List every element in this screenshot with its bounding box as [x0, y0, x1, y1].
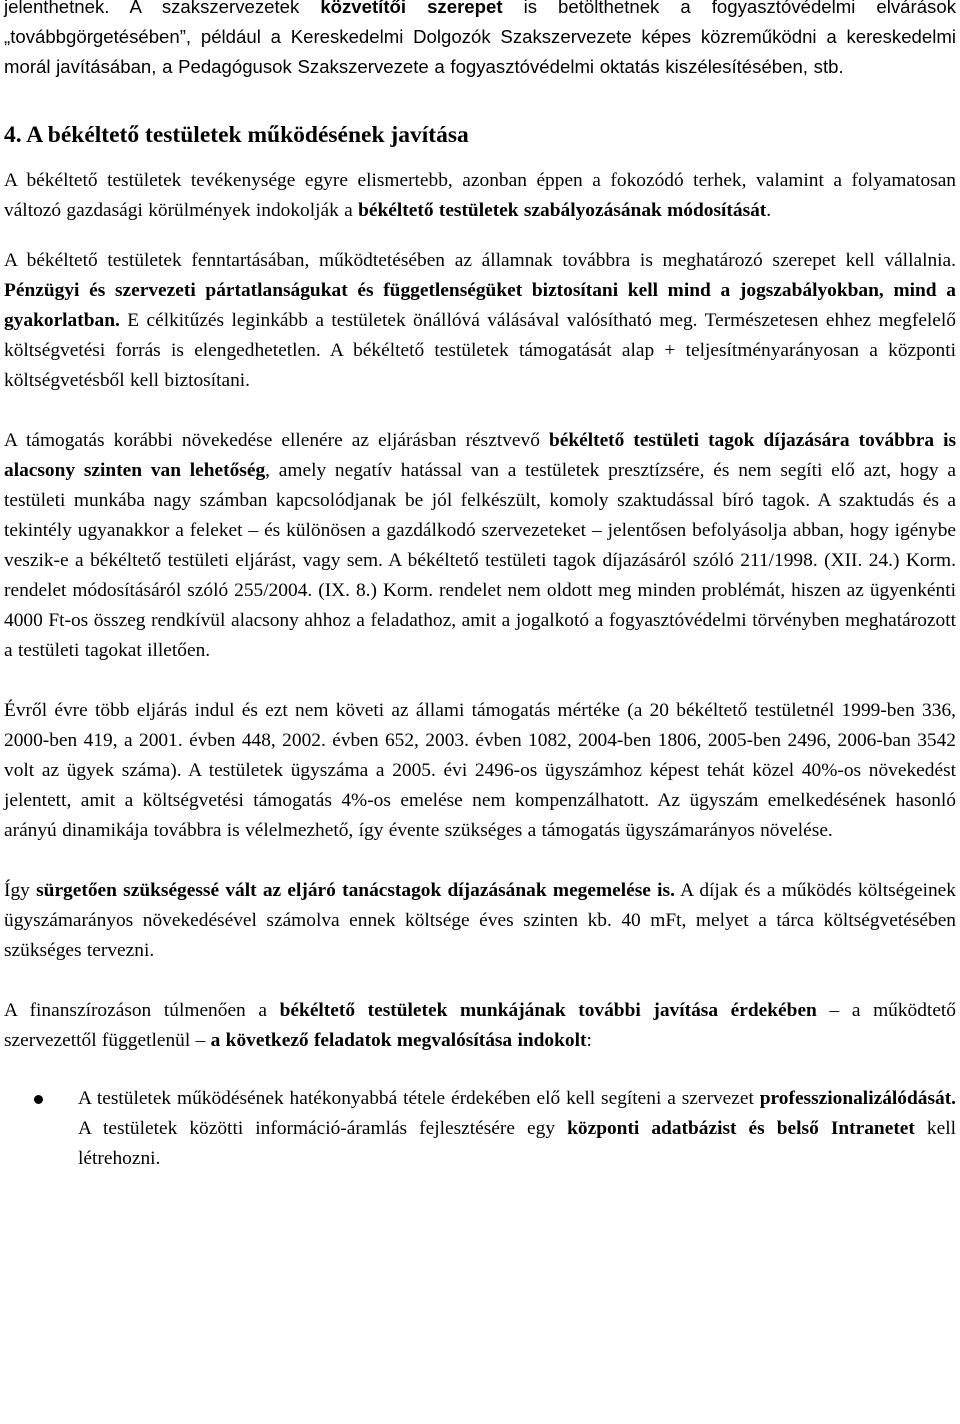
text: E célkitűzés leginkább a testületek önállóvá válásával valósítható meg. Természetesen ehhez megfelelő költségvetési forrás is elengedhetetlen. A békéltető testületek támogatását alap + teljesítményarányosan a központi költségvetésből kell biztosítani.: [4, 310, 956, 391]
text: A támogatás korábbi növekedése ellenére az eljárásban résztvevő: [4, 430, 549, 451]
text: :: [586, 1030, 592, 1051]
text: .: [766, 200, 772, 221]
paragraph-case-numbers: [4, 696, 956, 846]
bold-text: békéltető testületek munkájának további javítása érdekében: [279, 1000, 817, 1021]
paragraph-state-role: [4, 246, 956, 396]
paragraph-regulation: [4, 166, 956, 226]
document-page: [4, 0, 956, 1174]
text: Évről évre több eljárás indul és ezt nem követi az állami támogatás mértéke (a 20 békéltető testületnél 1999-ben 336, 2000-ben 419, a 2001. évben 448, 2002. évben 652, 2003. évben 1082, 2004-ben 1806, 2005-ben 2496, 2006-ban 3542 volt az ügyek száma). A testületek ügyszáma a 2005. évi 2496-os ügyszámhoz képest tehát közel 40%-os növekedést jelentett, amit a költségvetési támogatás 4%-os emelése nem kompenzálhatott. Az ügyszám emelkedésének hasonló arányú dinamikája továbbra is vélelmezhető, így évente szükséges a támogatás ügyszámarányos növelése.: [4, 700, 956, 841]
text: jelenthetnek. A szakszervezetek: [4, 0, 321, 17]
bold-text: központi adatbázist és belső Intranetet: [567, 1118, 915, 1139]
paragraph-fee-increase: [4, 876, 956, 966]
section-heading: 4. A békéltető testületek működésének javítása: [4, 122, 469, 148]
text: A finanszírozáson túlmenően a: [4, 1000, 280, 1021]
bold-text: békéltető testületi tagok díjazására továbbra is alacsony szinten van lehetőség: [4, 430, 957, 481]
paragraph-member-fees: [4, 426, 956, 666]
bold-text: Pénzügyi és szervezeti pártatlanságukat és függetlenségüket biztosítani kell mind a jogszabályokban, mind a gyakorlatban.: [4, 280, 956, 331]
text: – a működtető szervezettől függetlenül –: [4, 1000, 957, 1051]
text: A testületek közötti információ-áramlás fejlesztésére egy: [78, 1118, 568, 1139]
text: , amely negatív hatással van a testületek presztízsére, és nem segíti elő azt, hogy a testületi munkába nagy számban kapcsolódjanak be jól felkészült, komoly szaktudással bíró tagok. A szaktudás és a tekintély ugyanakkor a feleket – és különösen a gazdálkodó szervezeteket – jelentősen befolyásolja abban, hogy igénybe veszik-e a békéltető testületi eljárást, vagy sem. A békéltető testületi tagok díjazásáról szóló 211/1998. (XII. 24.) Korm. rendelet módosításáról szóló 255/2004. (IX. 8.) Korm. rendelet nem oldott meg minden problémát, hiszen az ügyenkénti 4000 Ft-os összeg rendkívül alacsony ahhoz a feladathoz, amit a jogalkotó a fogyasztóvédelmi törvényben meghatározott a testületi tagokat illetően.: [4, 460, 956, 661]
bold-text: a következő feladatok megvalósítása indokolt: [210, 1030, 587, 1051]
text: A díjak és a működés költségeinek ügyszámarányos növekedésével számolva ennek költsége éves szinten kb. 40 mFt, melyet a tárca költségvetésében szükséges tervezni.: [4, 880, 956, 961]
bullet-icon: [34, 1095, 43, 1104]
bold-text: közvetítői szerepet: [320, 0, 503, 17]
bold-text: professzionalizálódását.: [759, 1088, 956, 1109]
text: A békéltető testületek fenntartásában, működtetésében az államnak továbbra is meghatározó szerepet kell vállalnia.: [4, 250, 956, 271]
text: is betölthetnek a fogyasztóvédelmi elvárások „továbbgörgetésében”, például a Kereskedelmi Dolgozók Szakszervezete képes közreműködni a kereskedelmi morál javításában, a Pedagógusok Szakszervezete a fogyasztóvédelmi oktatás kiszélesítésében, stb.: [4, 0, 956, 77]
paragraph-unions-role: [4, 0, 956, 82]
paragraph-tasks-intro: [4, 996, 956, 1056]
text: kell létrehozni.: [78, 1118, 956, 1169]
list-item: [4, 1084, 956, 1174]
text: A testületek működésének hatékonyabbá tétele érdekében elő kell segíteni a szervezet: [78, 1088, 760, 1109]
text: A békéltető testületek tevékenysége egyre elismertebb, azonban éppen a fokozódó terhek, valamint a folyamatosan változó gazdasági körülmények indokolják a: [4, 170, 956, 221]
task-list: [4, 1084, 956, 1174]
bold-text: békéltető testületek szabályozásának módosítását: [358, 200, 767, 221]
text: Így: [4, 880, 37, 901]
bold-text: sürgetően szükségessé vált az eljáró tanácstagok díjazásának megemelése is.: [36, 880, 675, 901]
